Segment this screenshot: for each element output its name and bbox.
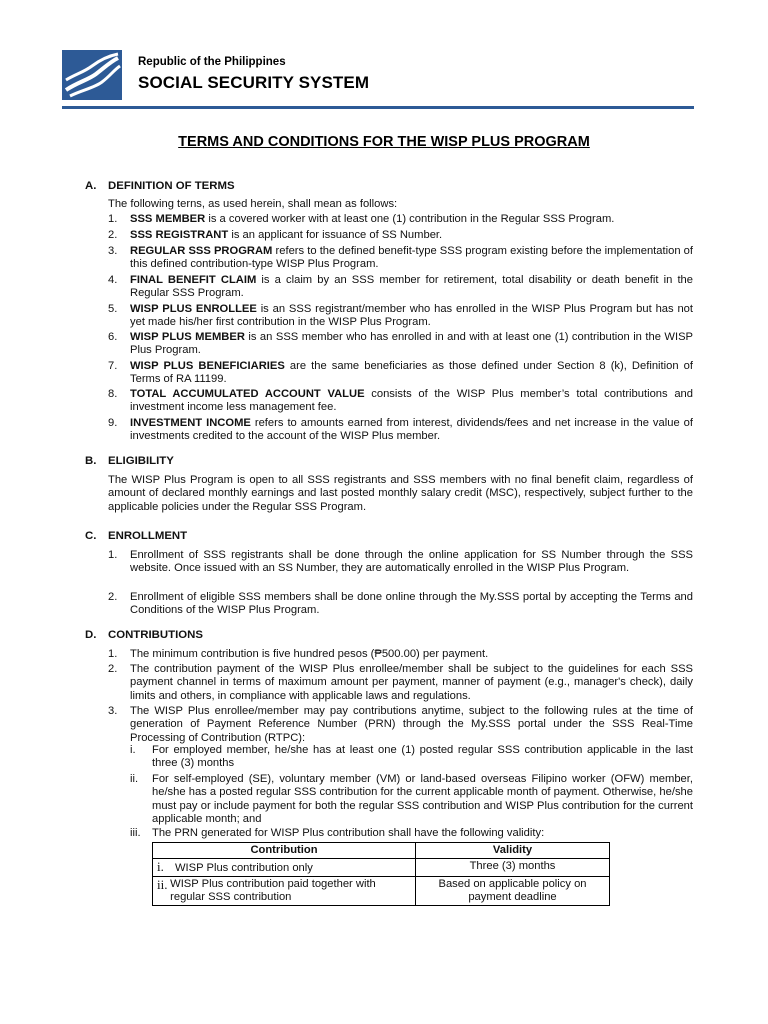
section-d-heading (85, 629, 203, 641)
section-letter: A. (85, 180, 97, 192)
country-label: Republic of the Philippines (138, 56, 286, 68)
column-header: Contribution (153, 843, 416, 859)
definition-term: WISP PLUS ENROLLEE (130, 303, 257, 315)
section-title: ELIGIBILITY (108, 455, 174, 467)
definition-term: REGULAR SSS PROGRAM (130, 245, 273, 257)
definition-term: INVESTMENT INCOME (130, 417, 251, 429)
definition-item: 8. TOTAL ACCUMULATED ACCOUNT VALUE consists of the WISP Plus member’s total contributions and investment income less management fee. (108, 388, 693, 414)
contribution-cell: ii. WISP Plus contribution paid together with regular SSS contribution (153, 877, 416, 906)
definition-text: is an SSS member who has enrolled in and with at least one (1) contribution in the WISP Plus Program. (130, 331, 694, 357)
validity-cell: Based on applicable policy on payment deadline (416, 877, 610, 906)
header (62, 50, 694, 110)
sss-logo-icon (62, 50, 122, 100)
prn-validity-table (152, 842, 610, 906)
enrollment-item: 1. Enrollment of SSS registrants shall be done through the online application for SS Number through the SSS website. Once issued with an SS Number, they are automatically enrolled in the WISP Plus Program. (108, 549, 693, 575)
definition-term: FINAL BENEFIT CLAIM (130, 274, 257, 286)
column-header: Validity (416, 843, 610, 859)
validity-cell: Three (3) months (416, 859, 610, 877)
definition-item: 7. WISP PLUS BENEFICIARIES are the same beneficiaries as those defined under Section 8 (k), Definition of Terms of RA 11199. (108, 360, 693, 386)
section-a-heading (85, 180, 235, 192)
section-title: DEFINITION OF TERMS (108, 180, 235, 192)
definition-text: is a covered worker with at least one (1) contribution in the Regular SSS Program. (205, 213, 615, 225)
section-letter: B. (85, 455, 97, 467)
section-a-intro: The following terns, as used herein, shall mean as follows: (108, 198, 398, 210)
section-b-heading (85, 455, 174, 467)
enrollment-item: 2. Enrollment of eligible SSS members shall be done online through the My.SSS portal by accepting the Terms and Conditions of the WISP Plus Program. (108, 591, 693, 617)
section-letter: C. (85, 530, 97, 542)
contribution-cell: i. WISP Plus contribution only (153, 859, 416, 877)
definition-item: 3. REGULAR SSS PROGRAM refers to the defined benefit-type SSS program existing before the implementation of this defined contribution-type WISP Plus Program. (108, 245, 694, 271)
page-title: TERMS AND CONDITIONS FOR THE WISP PLUS PROGRAM (178, 134, 590, 150)
header-divider (62, 106, 694, 109)
table-header-row (153, 843, 610, 859)
definition-item: 1. SSS MEMBER is a covered worker with at least one (1) contribution in the Regular SSS Program. (108, 213, 615, 225)
section-title: CONTRIBUTIONS (108, 629, 203, 641)
definition-text: consists of the WISP Plus member’s total contributions and investment income less management fee. (130, 388, 693, 414)
definition-text: is an applicant for issuance of SS Number. (228, 229, 443, 241)
section-c-heading (85, 530, 187, 542)
section-letter: D. (85, 629, 97, 641)
definition-text: refers to the defined benefit-type SSS program existing before the implementation of this defined contribution-type WISP Plus Program. (130, 245, 694, 271)
rule-subitem: i. For employed member, he/she has at least one (1) posted regular SSS contribution applicable in the last three (3) months (130, 744, 693, 770)
definition-item: 4. FINAL BENEFIT CLAIM is a claim by an SSS member for retirement, total disability or death benefit in the Regular SSS Program. (108, 274, 693, 300)
rule-subitem: iii. The PRN generated for WISP Plus contribution shall have the following validity: (130, 827, 545, 839)
definition-text: is a claim by an SSS member for retirement, total disability or death benefit in the Regular SSS Program. (130, 274, 693, 300)
definition-item: 2. SSS REGISTRANT is an applicant for issuance of SS Number. (108, 229, 443, 241)
organization-name: SOCIAL SECURITY SYSTEM (138, 73, 370, 92)
definition-term: SSS REGISTRANT (130, 229, 229, 241)
definition-term: SSS MEMBER (130, 213, 206, 225)
eligibility-text: The WISP Plus Program is open to all SSS registrants and SSS members with no final benefit claim, regardless of amount of declared monthly earnings and last posted monthly salary credit (MSC), respectively, subject further to the applicable policies under the Regular SSS Program. (108, 474, 693, 513)
contribution-item: 1. The minimum contribution is five hundred pesos (₱500.00) per payment. (108, 648, 489, 660)
rule-subitem: ii. For self-employed (SE), voluntary member (VM) or land-based overseas Filipino worker (OFW) member, he/she has a posted regular SSS contribution for the current applicable month of payment. Otherwise, he/she must pay or include payment for both the regular SSS contribution and WISP Plus contribution for the current applicable month; and (130, 773, 693, 825)
definition-item: 6. WISP PLUS MEMBER is an SSS member who has enrolled in and with at least one (1) contribution in the WISP Plus Program. (108, 331, 694, 357)
definition-term: TOTAL ACCUMULATED ACCOUNT VALUE (130, 388, 365, 400)
definition-item: 5. WISP PLUS ENROLLEE is an SSS registrant/member who has enrolled in the WISP Plus Program but has not yet made his/her first contribution in the WISP Plus Program. (108, 303, 694, 329)
contribution-item: 3. The WISP Plus enrollee/member may pay contributions anytime, subject to the following rules at the time of generation of Payment Reference Number (PRN) through the My.SSS portal under the SSS Real-Time Processing of Contribution (RTPC): (108, 705, 693, 744)
table-row (153, 859, 610, 877)
definition-term: WISP PLUS MEMBER (130, 331, 245, 343)
definition-term: WISP PLUS BENEFICIARIES (130, 360, 285, 372)
definition-text: refers to amounts earned from interest, dividends/fees and net increase in the value of investments credited to the account of the WISP Plus member. (130, 417, 693, 443)
definition-text: is an SSS registrant/member who has enrolled in the WISP Plus Program but has not yet made his/her first contribution in the WISP Plus Program. (130, 303, 694, 329)
definition-item: 9. INVESTMENT INCOME refers to amounts earned from interest, dividends/fees and net increase in the value of investments credited to the account of the WISP Plus member. (108, 417, 693, 443)
section-title: ENROLLMENT (108, 530, 188, 542)
table-row (153, 877, 610, 906)
contribution-item: 2. The contribution payment of the WISP Plus enrollee/member shall be subject to the guidelines for each SSS payment channel in terms of maximum amount per payment, manner of payment (e.g., manager's check), daily limits and others, in compliance with applicable laws and regulations. (108, 663, 693, 702)
definition-text: are the same beneficiaries as those defined under Section 8 (k), Definition of Terms of RA 11199. (130, 360, 693, 386)
